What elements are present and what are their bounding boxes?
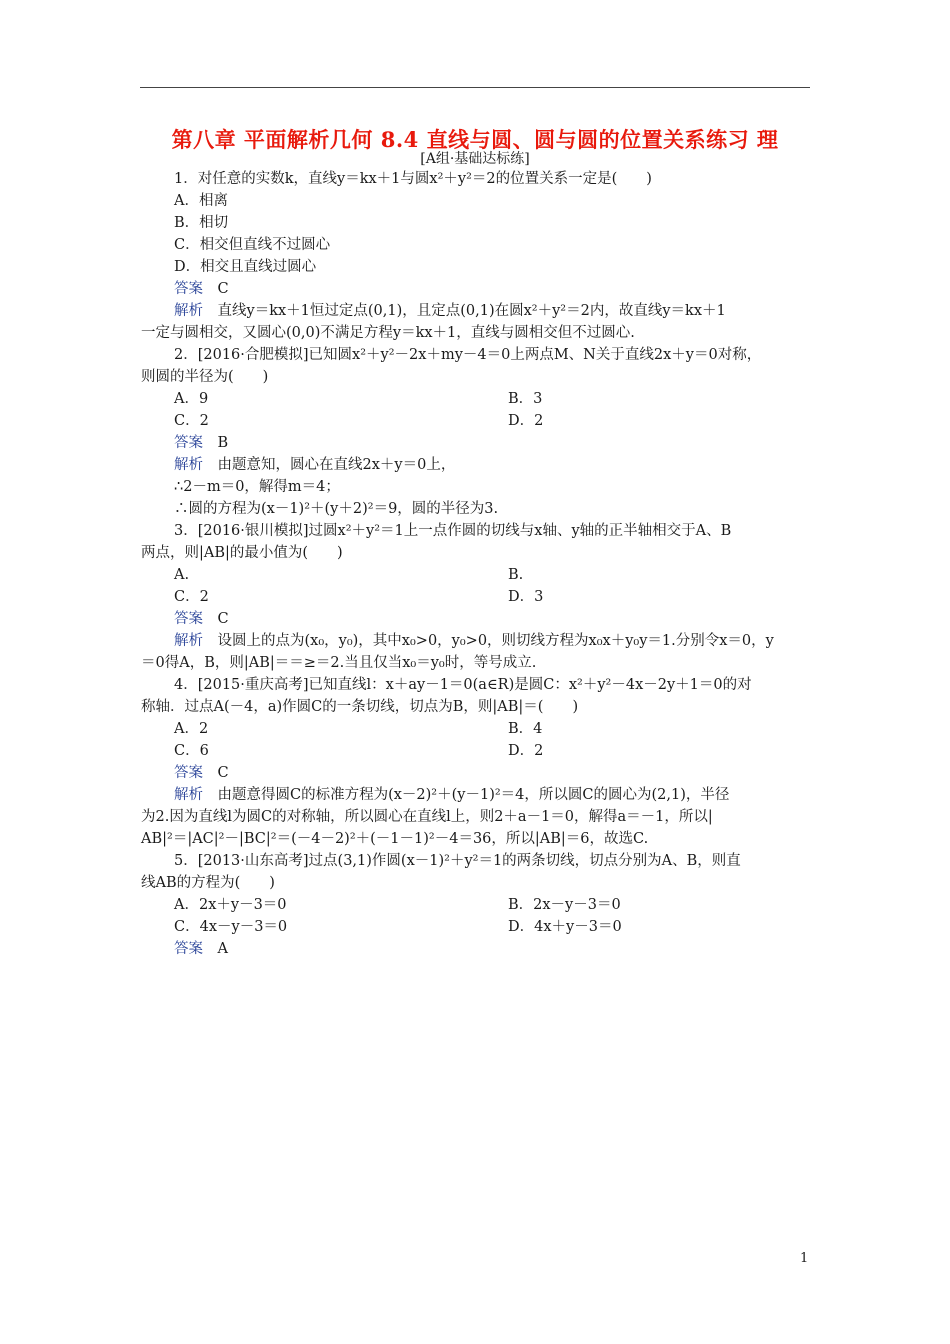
- q2-analysis-line-2: ∴2－m＝0，解得m＝4；: [174, 479, 340, 495]
- q5-option-d: D．4x＋y－3＝0: [508, 919, 622, 935]
- q1-option-b: B．相切: [174, 215, 229, 231]
- answer-label: 答案: [174, 435, 203, 451]
- analysis-label: 解析: [174, 787, 203, 803]
- q1-option-a: A．相离: [174, 193, 228, 209]
- q4-option-c: C．6: [174, 743, 209, 759]
- q4-answer: C: [217, 765, 229, 781]
- section-subtitle: [A组·基础达标练]: [420, 151, 530, 167]
- q2-stem-line-1: 2．[2016·合肥模拟]已知圆x²＋y²－2x＋my－4＝0上两点M、N关于直线2x＋y＝0对称，: [174, 347, 762, 363]
- q1-option-d: D．相交且直线过圆心: [174, 259, 317, 275]
- q4-stem-line-1: 4．[2015·重庆高考]已知直线l：x＋ay－1＝0(a∈R)是圆C：x²＋y²－4x－2y＋1＝0的对: [174, 677, 752, 693]
- q3-stem-line-1: 3．[2016·银川模拟]过圆x²＋y²＝1上一点作圆的切线与x轴、y轴的正半轴相交于A、B: [174, 523, 732, 539]
- q4-analysis-row: [174, 785, 729, 805]
- analysis-label: 解析: [174, 457, 203, 473]
- q1-answer: C: [217, 281, 229, 297]
- q3-option-c: C．2: [174, 589, 209, 605]
- q3-analysis-line-2: ＝0得A，B，则|AB|＝＝≥＝2.当且仅当x₀＝y₀时，等号成立.: [141, 655, 537, 671]
- answer-label: 答案: [174, 281, 203, 297]
- q5-stem-line-2: 线AB的方程为( ): [141, 875, 275, 891]
- q2-option-c: C．2: [174, 413, 209, 429]
- q3-stem-line-2: 两点，则|AB|的最小值为( ): [141, 545, 343, 561]
- q1-option-c: C．相交但直线不过圆心: [174, 237, 331, 253]
- q2-stem-line-2: 则圆的半径为( ): [141, 369, 269, 385]
- q2-analysis-line-3: ∴圆的方程为(x－1)²＋(y＋2)²＝9，圆的半径为3.: [174, 501, 499, 517]
- q2-analysis-line-1: 由题意知，圆心在直线2x＋y＝0上，: [217, 457, 456, 473]
- q4-answer-row: [174, 763, 229, 783]
- page-number: 1: [800, 1251, 809, 1266]
- q3-answer-row: [174, 609, 229, 629]
- q1-answer-row: [174, 279, 229, 299]
- q4-stem-line-2: 称轴．过点A(－4，a)作圆C的一条切线，切点为B，则|AB|＝( ): [141, 699, 579, 715]
- q3-option-a: A.: [174, 567, 190, 583]
- analysis-label: 解析: [174, 633, 203, 649]
- answer-label: 答案: [174, 611, 203, 627]
- q5-option-b: B．2x－y－3＝0: [508, 897, 621, 913]
- q4-analysis-line-2: 为2.因为直线l为圆C的对称轴，所以圆心在直线l上，则2＋a－1＝0，解得a＝－1，所以|: [141, 809, 713, 825]
- q4-analysis-line-1: 由题意得圆C的标准方程为(x－2)²＋(y－1)²＝4，所以圆C的圆心为(2,1)，半径: [217, 787, 730, 803]
- q1-analysis-row: [174, 301, 726, 321]
- header-rule: [140, 87, 810, 88]
- q3-option-d: D．3: [508, 589, 544, 605]
- q2-option-a: A．9: [174, 391, 209, 407]
- q3-analysis-line-1: 设圆上的点为(x₀，y₀)，其中x₀>0，y₀>0，则切线方程为x₀x＋y₀y＝1.分别令x＝0，y: [217, 633, 774, 649]
- q1-analysis-line-1: 直线y＝kx＋1恒过定点(0,1)，且定点(0,1)在圆x²＋y²＝2内，故直线y＝kx＋1: [217, 303, 726, 319]
- answer-label: 答案: [174, 765, 203, 781]
- q1-stem: 1．对任意的实数k，直线y＝kx＋1与圆x²＋y²＝2的位置关系一定是( ): [174, 171, 652, 187]
- q5-option-c: C．4x－y－3＝0: [174, 919, 288, 935]
- analysis-label: 解析: [174, 303, 203, 319]
- q3-analysis-row: [174, 631, 774, 651]
- q4-option-d: D．2: [508, 743, 544, 759]
- q2-answer: B: [217, 435, 229, 451]
- q5-option-a: A．2x＋y－3＝0: [174, 897, 287, 913]
- page-title: 第八章 平面解析几何 8.4 直线与圆、圆与圆的位置关系练习 理: [171, 127, 779, 152]
- q3-answer: C: [217, 611, 229, 627]
- q5-answer: A: [217, 941, 228, 957]
- q4-option-b: B．4: [508, 721, 543, 737]
- q2-option-d: D．2: [508, 413, 544, 429]
- q4-analysis-line-3: AB|²＝|AC|²－|BC|²＝(－4－2)²＋(－1－1)²－4＝36，所以|AB|＝6，故选C.: [141, 831, 649, 847]
- answer-label: 答案: [174, 941, 203, 957]
- q1-analysis-line-2: 一定与圆相交，又圆心(0,0)不满足方程y＝kx＋1，直线与圆相交但不过圆心.: [141, 325, 635, 341]
- q4-option-a: A．2: [174, 721, 209, 737]
- q2-answer-row: [174, 433, 228, 453]
- q5-stem-line-1: 5．[2013·山东高考]过点(3,1)作圆(x－1)²＋y²＝1的两条切线，切点分别为A、B，则直: [174, 853, 741, 869]
- q2-option-b: B．3: [508, 391, 543, 407]
- q2-analysis-row: [174, 455, 455, 475]
- q5-answer-row: [174, 939, 228, 959]
- q3-option-b: B.: [508, 567, 524, 583]
